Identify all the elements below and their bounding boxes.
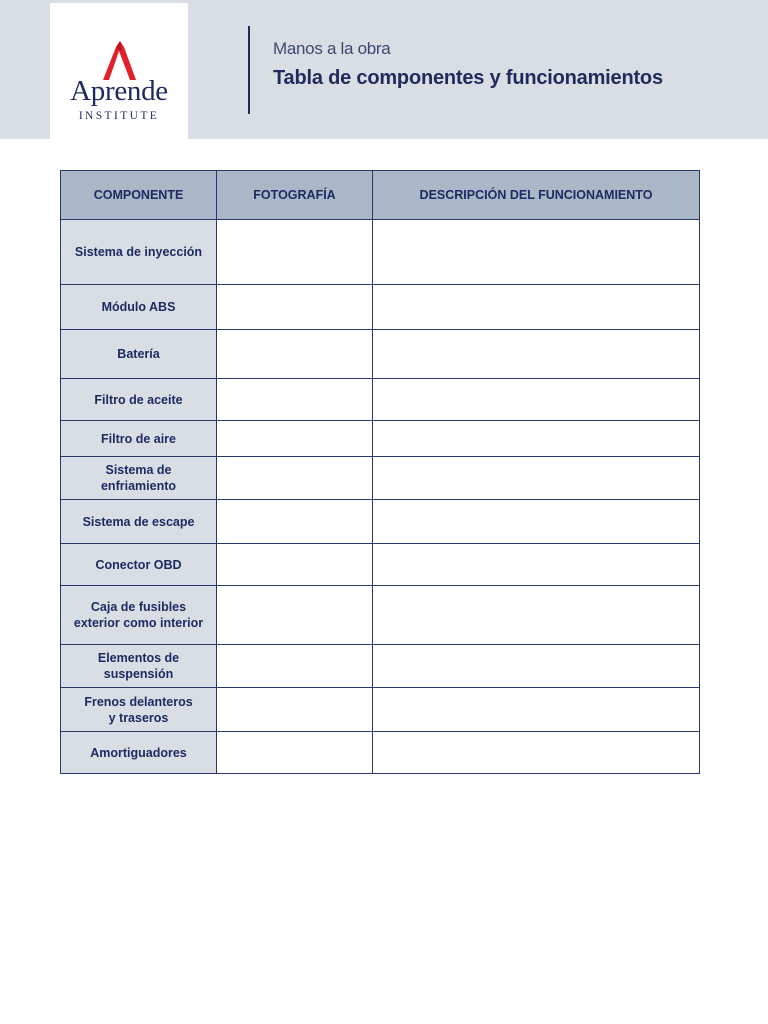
table-row (61, 457, 700, 500)
component-name: Elementos de suspensión (61, 645, 217, 688)
photo-cell[interactable] (217, 732, 373, 774)
logo (50, 3, 188, 139)
page-title: Tabla de componentes y funcionamientos (273, 67, 663, 89)
photo-cell[interactable] (217, 645, 373, 688)
component-name: Sistema de enfriamiento (61, 457, 217, 500)
photo-cell[interactable] (217, 220, 373, 285)
description-cell[interactable] (373, 330, 700, 379)
table-header-row (61, 171, 700, 220)
component-name: Sistema de inyección (61, 220, 217, 285)
photo-cell[interactable] (217, 544, 373, 586)
table-row (61, 500, 700, 544)
table-row (61, 285, 700, 330)
component-name: Filtro de aire (61, 421, 217, 457)
description-cell[interactable] (373, 732, 700, 774)
description-cell[interactable] (373, 586, 700, 645)
photo-cell[interactable] (217, 421, 373, 457)
component-name: Conector OBD (61, 544, 217, 586)
description-cell[interactable] (373, 688, 700, 732)
table-row (61, 330, 700, 379)
description-cell[interactable] (373, 220, 700, 285)
photo-cell[interactable] (217, 688, 373, 732)
table-row (61, 732, 700, 774)
component-name: Frenos delanteros y traseros (61, 688, 217, 732)
column-header-componente: COMPONENTE (61, 171, 217, 220)
photo-cell[interactable] (217, 285, 373, 330)
component-name: Sistema de escape (61, 500, 217, 544)
description-cell[interactable] (373, 500, 700, 544)
components-table (60, 170, 700, 774)
logo-wordmark: Aprende (70, 75, 168, 107)
description-cell[interactable] (373, 285, 700, 330)
component-name: Caja de fusibles exterior como interior (61, 586, 217, 645)
component-name: Amortiguadores (61, 732, 217, 774)
table-row (61, 544, 700, 586)
component-name: Módulo ABS (61, 285, 217, 330)
column-header-descripcion: DESCRIPCIÓN DEL FUNCIONAMIENTO (373, 171, 700, 220)
table-row (61, 645, 700, 688)
table-row (61, 220, 700, 285)
description-cell[interactable] (373, 379, 700, 421)
component-name: Batería (61, 330, 217, 379)
component-name: Filtro de aceite (61, 379, 217, 421)
column-header-fotografia: FOTOGRAFÍA (217, 171, 373, 220)
table-row (61, 688, 700, 732)
photo-cell[interactable] (217, 457, 373, 500)
table-row (61, 379, 700, 421)
description-cell[interactable] (373, 421, 700, 457)
photo-cell[interactable] (217, 330, 373, 379)
description-cell[interactable] (373, 645, 700, 688)
table-row (61, 421, 700, 457)
photo-cell[interactable] (217, 586, 373, 645)
table-row (61, 586, 700, 645)
photo-cell[interactable] (217, 500, 373, 544)
photo-cell[interactable] (217, 379, 373, 421)
header-divider (248, 26, 250, 114)
logo-subtitle: INSTITUTE (78, 110, 160, 122)
section-kicker: Manos a la obra (273, 39, 391, 58)
description-cell[interactable] (373, 457, 700, 500)
description-cell[interactable] (373, 544, 700, 586)
